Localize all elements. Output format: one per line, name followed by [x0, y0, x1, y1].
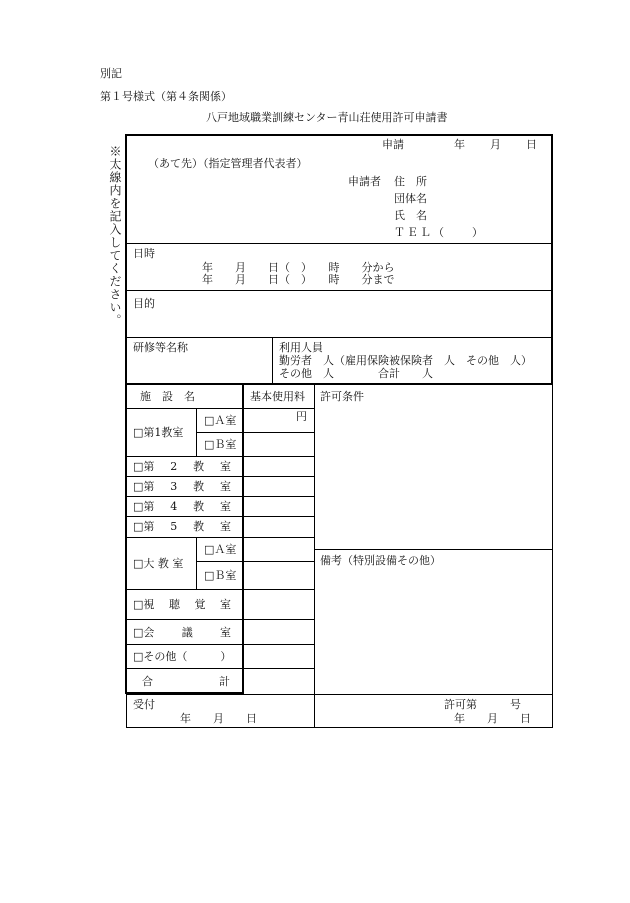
users-label: 利用人員 [279, 341, 323, 354]
group-label: 団体名 [394, 192, 427, 205]
room3-part: 3 [170, 480, 178, 493]
footer-left [126, 694, 127, 728]
fee-column-right [314, 384, 315, 728]
side-note: ※太線内を記入してください。 [108, 145, 122, 327]
room1-checkbox[interactable]: □第1教室 [133, 426, 184, 439]
datetime-to: 年 月 日（ ） 時 分まで [202, 273, 395, 286]
room5-checkbox[interactable] [133, 520, 231, 533]
permit-number: 許可第 号 [444, 698, 521, 711]
applicant-label: 申請者 [348, 175, 381, 188]
row-line [126, 476, 314, 477]
meeting-part: 議 [181, 626, 193, 639]
datetime-label: 日時 [133, 247, 155, 260]
meeting-room-checkbox[interactable] [133, 626, 231, 639]
room2-checkbox[interactable] [133, 460, 231, 473]
footer-bottom [126, 727, 553, 728]
facility-name-header-text: 施 設 名 [140, 390, 195, 403]
large-a-checkbox[interactable]: □Ａ室 [204, 543, 237, 556]
permit-date: 年 月 日 [454, 712, 531, 725]
large-b-checkbox[interactable]: □Ｂ室 [204, 569, 237, 582]
facility-name-header [140, 390, 232, 403]
total-part: 合 [142, 675, 153, 688]
facility-name-right [242, 384, 244, 694]
sep-training-vertical [272, 337, 273, 384]
row-line [126, 537, 314, 538]
frame-right-lower [552, 385, 553, 728]
reception-date: 年 月 日 [180, 712, 257, 725]
room1-b-checkbox[interactable]: □Ｂ室 [204, 438, 237, 451]
footer-top [126, 694, 552, 695]
row-line [126, 668, 314, 669]
application-year: 年 [454, 138, 465, 151]
row-line [126, 589, 314, 590]
workers-line: 勤労者 人（雇用保険被保険者 人 その他 人） [279, 354, 532, 367]
large-room-checkbox[interactable]: □大 教 室 [133, 557, 184, 570]
row-line [126, 408, 314, 409]
row-line [126, 496, 314, 497]
sep-purpose [126, 337, 552, 338]
room3-part: 教 [193, 480, 205, 493]
row-line [196, 561, 314, 562]
room5-part: 5 [170, 520, 178, 533]
sep-application [126, 243, 552, 244]
form-number: 第１号様式（第４条関係） [100, 90, 232, 103]
room1-sub-divider [196, 408, 197, 456]
av-part: □視 [133, 598, 155, 611]
sep-datetime [126, 290, 552, 291]
room2-part: 教 [193, 460, 205, 473]
name-label: 氏 名 [394, 209, 427, 222]
total-part: 計 [219, 675, 230, 688]
others-line: その他 人 合計 人 [279, 367, 433, 380]
room5-part: 教 [193, 520, 205, 533]
row-line [126, 619, 314, 620]
yen-unit: 円 [296, 410, 307, 423]
row-line [126, 516, 314, 517]
room2-part: □第 [133, 460, 155, 473]
room5-part: 室 [219, 520, 231, 533]
other-checkbox[interactable]: □その他（ ） [133, 650, 232, 663]
row-line [126, 644, 314, 645]
address-label: 住 所 [394, 175, 427, 188]
addressee: （あて先）（指定管理者代表者） [148, 157, 308, 170]
room3-checkbox[interactable] [133, 480, 231, 493]
large-sub-divider [196, 537, 197, 589]
room4-part: 室 [219, 500, 231, 513]
meeting-part: □会 [133, 626, 155, 639]
room3-part: 室 [219, 480, 231, 493]
training-name-label: 研修等名称 [133, 341, 188, 354]
row-line [126, 456, 314, 457]
room2-part: 2 [170, 460, 178, 473]
tel-label: ＴＥＬ（ ） [394, 226, 485, 239]
application-date-label: 申請 [382, 138, 404, 151]
frame-top [125, 134, 553, 136]
remarks-label: 備考（特別設備その他） [320, 554, 441, 567]
datetime-from: 年 月 日（ ） 時 分から [202, 261, 395, 274]
room4-part: □第 [133, 500, 155, 513]
total-row [142, 675, 230, 688]
frame-right-upper [551, 134, 553, 385]
purpose-label: 目的 [133, 297, 155, 310]
av-part: 聴 [168, 598, 180, 611]
room4-checkbox[interactable] [133, 500, 231, 513]
room3-part: □第 [133, 480, 155, 493]
room4-part: 教 [193, 500, 205, 513]
av-part: 室 [220, 598, 231, 611]
fee-header: 基本使用料 [250, 390, 305, 403]
permit-conditions-label: 許可条件 [320, 390, 364, 403]
meeting-part: 室 [220, 626, 231, 639]
row-line [196, 432, 314, 433]
av-room-checkbox[interactable] [133, 598, 231, 611]
betsuki-label: 別記 [100, 67, 122, 80]
frame-upper-bottom [125, 383, 553, 385]
reception-label: 受付 [133, 698, 155, 711]
application-month: 月 [490, 138, 501, 151]
room4-part: 4 [170, 500, 178, 513]
sep-conditions-remarks [314, 549, 552, 550]
room1-a-checkbox[interactable]: □Ａ室 [204, 414, 237, 427]
room2-part: 室 [219, 460, 231, 473]
av-part: 覚 [194, 598, 206, 611]
application-day: 日 [526, 138, 537, 151]
room5-part: □第 [133, 520, 155, 533]
page-title: 八戸地域職業訓練センター青山荘使用許可申請書 [206, 111, 448, 124]
frame-left [125, 134, 127, 694]
